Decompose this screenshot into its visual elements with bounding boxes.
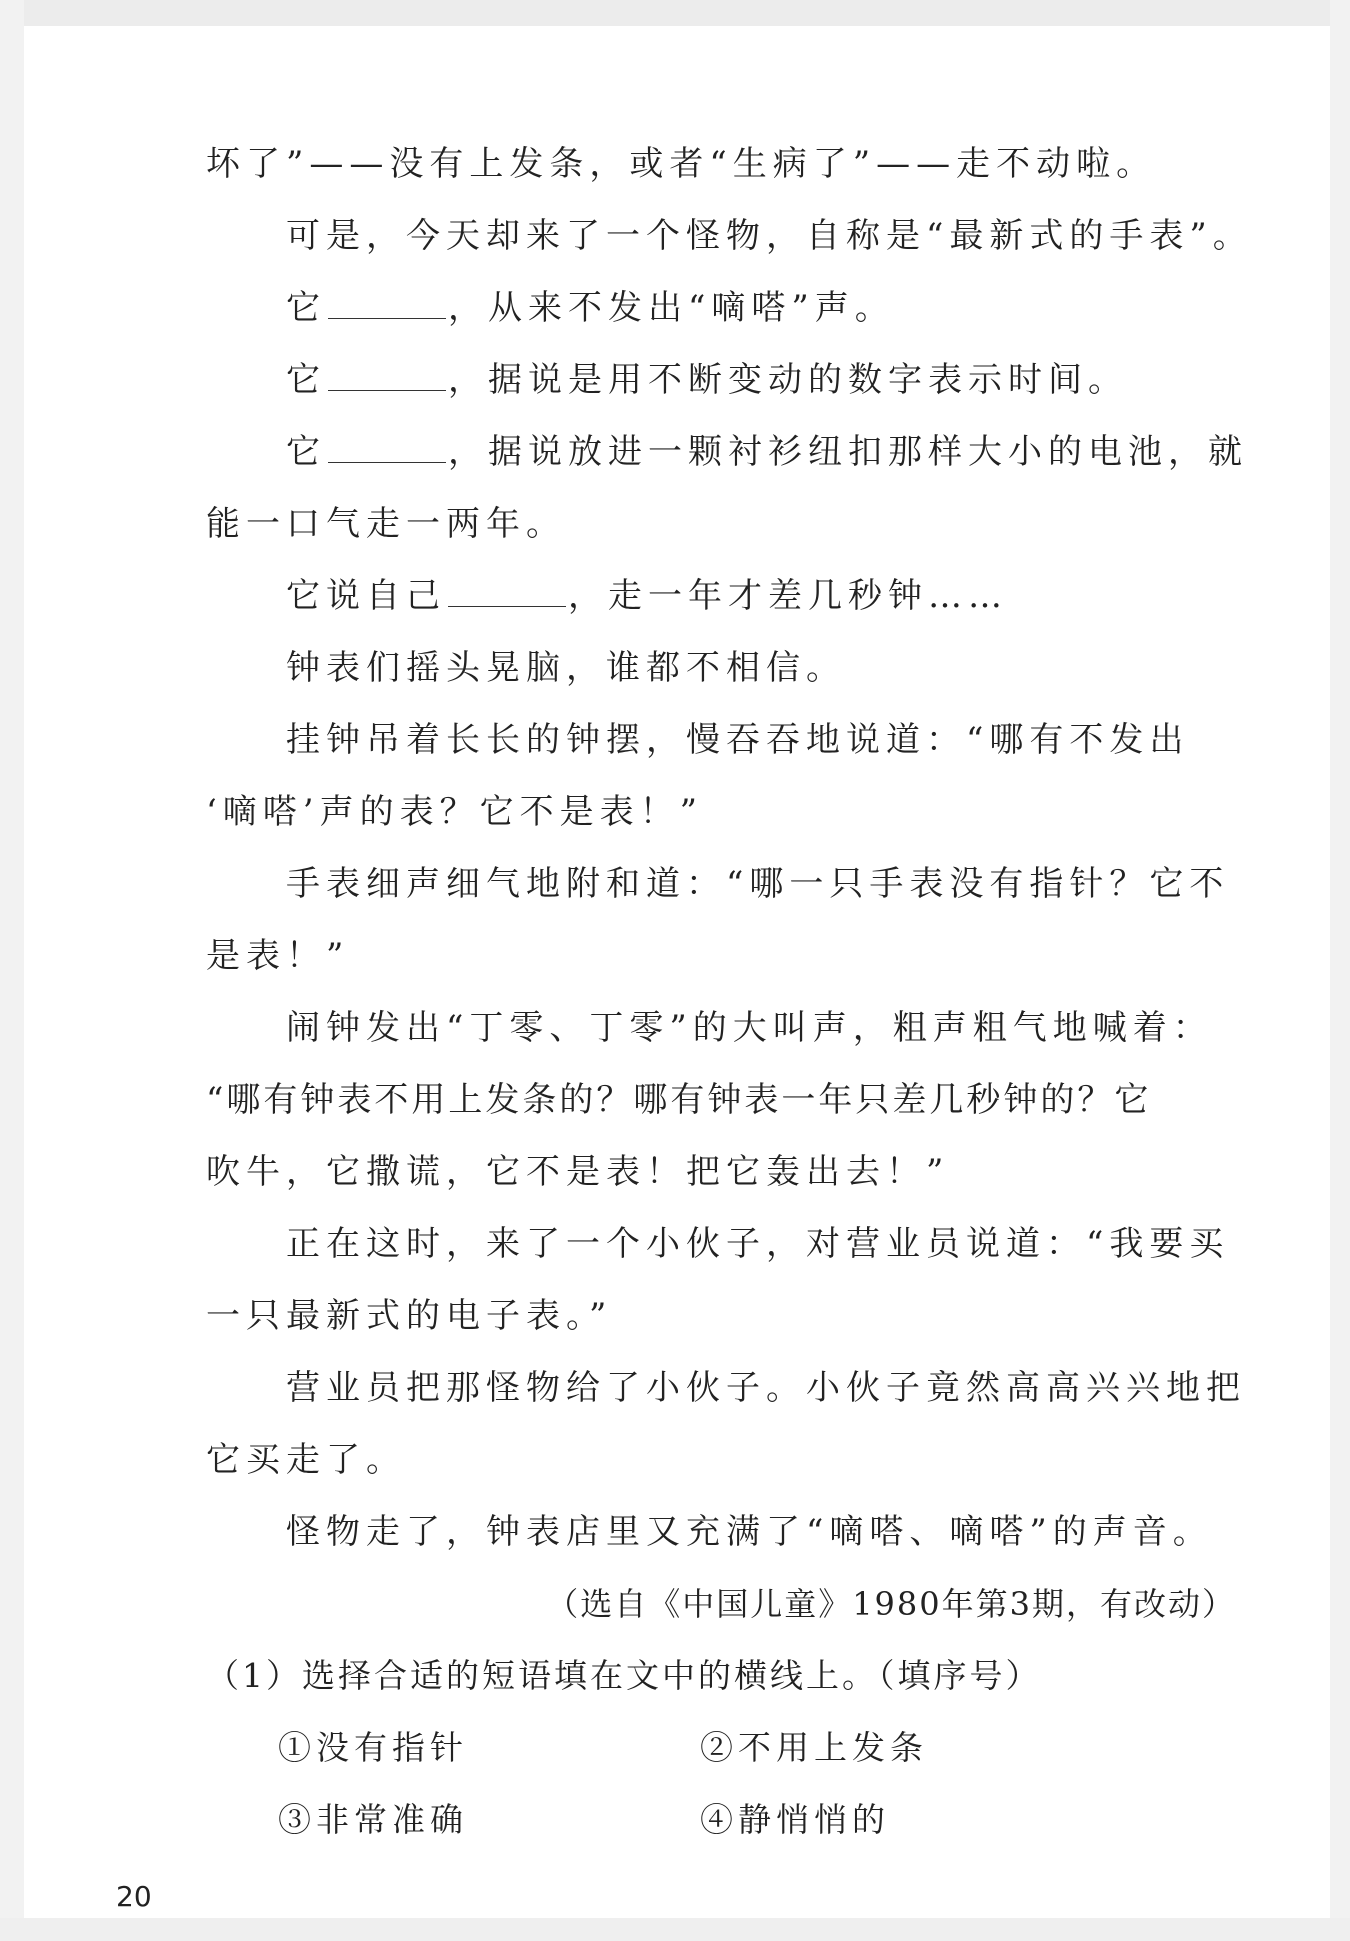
- question-1: （1）选择合适的短语填在文中的横线上。（填序号）: [206, 1656, 1042, 1695]
- page-edge-right: [1330, 0, 1350, 1941]
- story-line-6: 能一口气走一两年。: [206, 504, 566, 544]
- story-line-11: 手表细声细气地附和道：“哪一只手表没有指针？它不: [286, 864, 1230, 904]
- story-line-7: [206, 560, 1236, 632]
- story-line-19: 它买走了。: [206, 1440, 406, 1480]
- story-line-15: 吹牛，它撒谎，它不是表！把它轰出去！”: [206, 1152, 950, 1192]
- line-5-start: 它: [286, 432, 326, 472]
- story-line-13: 闹钟发出“丁零、丁零”的大叫声，粗声粗气地喊着：: [286, 1008, 1213, 1048]
- page-number: 20: [116, 1880, 152, 1913]
- line-4-end: ，据说是用不断变动的数字表示时间。: [448, 360, 1128, 400]
- option-2[interactable]: ②不用上发条: [700, 1728, 928, 1767]
- source-citation: （选自《中国儿童》1980年第3期，有改动）: [546, 1585, 1236, 1623]
- line-7-start: 它说自己: [286, 576, 446, 616]
- story-line-16: 正在这时，来了一个小伙子，对营业员说道：“我要买: [286, 1224, 1230, 1264]
- option-1[interactable]: ①没有指针: [278, 1728, 468, 1767]
- fill-blank-4[interactable]: [448, 578, 566, 607]
- story-line-1: 坏了”——没有上发条，或者“生病了”——走不动啦。: [206, 144, 1157, 184]
- line-3-end: ，从来不发出“嘀嗒”声。: [448, 288, 895, 328]
- option-4[interactable]: ④静悄悄的: [700, 1800, 890, 1839]
- story-line-20: 怪物走了，钟表店里又充满了“嘀嗒、嘀嗒”的声音。: [286, 1512, 1213, 1552]
- fill-blank-2[interactable]: [328, 362, 446, 391]
- story-line-10: ‘嘀嗒’声的表？它不是表！”: [206, 792, 703, 832]
- story-line-4: [206, 344, 1236, 416]
- story-line-14: “哪有钟表不用上发条的？哪有钟表一年只差几秒钟的？它: [206, 1080, 1152, 1120]
- fill-blank-3[interactable]: [328, 434, 446, 463]
- story-line-12: 是表！”: [206, 936, 350, 976]
- line-3-start: 它: [286, 288, 326, 328]
- story-line-2: 可是，今天却来了一个怪物，自称是“最新式的手表”。: [286, 216, 1253, 256]
- line-7-end: ，走一年才差几秒钟……: [568, 576, 1008, 616]
- answer-options: [206, 1712, 1236, 1856]
- fill-blank-1[interactable]: [328, 290, 446, 319]
- story-line-18: 营业员把那怪物给了小伙子。小伙子竟然高高兴兴地把: [286, 1368, 1246, 1408]
- story-line-17: 一只最新式的电子表。”: [206, 1296, 613, 1336]
- story-line-9: 挂钟吊着长长的钟摆，慢吞吞地说道：“哪有不发出: [286, 720, 1190, 760]
- story-line-5: [206, 416, 1248, 488]
- story-line-3: [206, 272, 1236, 344]
- page-edge-top: [0, 0, 1350, 26]
- line-4-start: 它: [286, 360, 326, 400]
- page-edge-bottom: [0, 1918, 1350, 1941]
- line-5-end: ，据说放进一颗衬衫纽扣那样大小的电池，就: [448, 432, 1248, 472]
- story-text: [206, 128, 1253, 1856]
- story-line-8: 钟表们摇头晃脑，谁都不相信。: [286, 648, 846, 688]
- option-3[interactable]: ③非常准确: [278, 1800, 468, 1839]
- page-edge-left: [0, 0, 24, 1941]
